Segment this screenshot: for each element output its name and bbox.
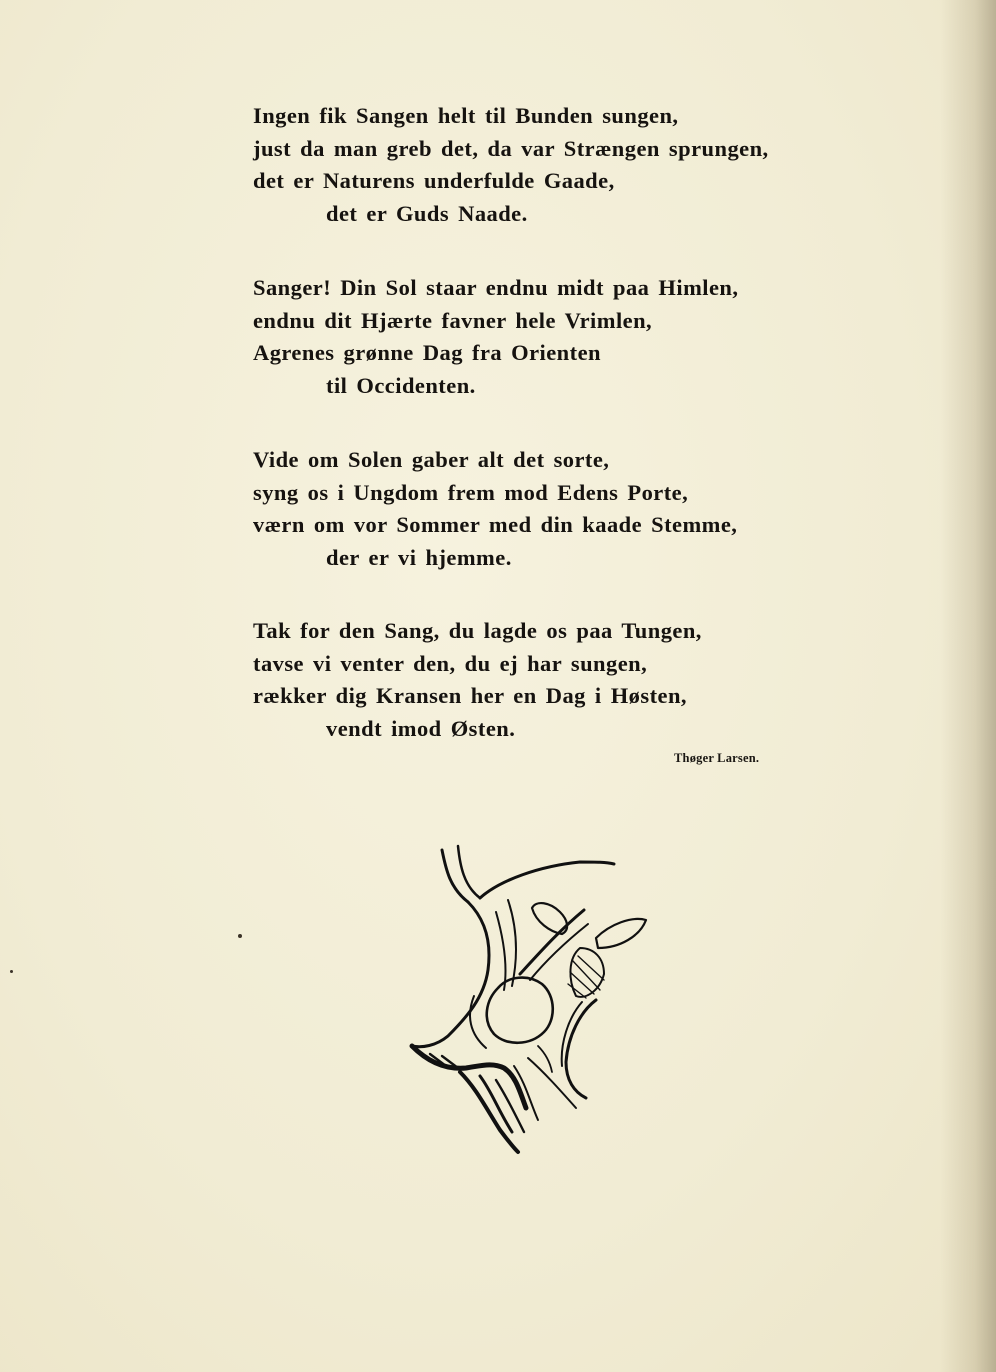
stanza-4 bbox=[253, 615, 702, 745]
poem-line: tavse vi venter den, du ej har sungen, bbox=[253, 650, 648, 676]
poem-line: Ingen fik Sangen helt til Bunden sungen, bbox=[253, 103, 679, 128]
poem-line: Agrenes grønne Dag fra Orienten bbox=[253, 340, 601, 365]
paper-speck bbox=[238, 934, 242, 938]
poem-line: rækker dig Kransen her en Dag i Høsten, bbox=[253, 683, 687, 708]
poem-line: Sanger! Din Sol staar endnu midt paa Himlen, bbox=[253, 275, 739, 300]
poem-line: værn om vor Sommer med din kaade Stemme, bbox=[253, 512, 738, 537]
poem-line-refrain: det er Guds Naade. bbox=[326, 200, 528, 226]
poem-line-refrain: der er vi hjemme. bbox=[326, 544, 512, 570]
author-signature: Thøger Larsen. bbox=[674, 751, 760, 765]
stanza-3 bbox=[253, 444, 737, 574]
poem-line: Tak for den Sang, du lagde os paa Tungen, bbox=[253, 618, 702, 643]
poem-line: endnu dit Hjærte favner hele Vrimlen, bbox=[253, 307, 653, 333]
poem-line: just da man greb det, da var Strængen sprungen, bbox=[253, 135, 769, 161]
poem-line: Vide om Solen gaber alt det sorte, bbox=[253, 447, 610, 472]
poem-line-refrain: vendt imod Østen. bbox=[326, 715, 516, 741]
poem-line: det er Naturens underfulde Gaade, bbox=[253, 168, 615, 193]
tree-branch-sketch-icon bbox=[400, 840, 660, 1160]
paper-speck bbox=[10, 970, 13, 973]
stanza-1 bbox=[253, 100, 769, 230]
poem-line: syng os i Ungdom frem mod Edens Porte, bbox=[253, 479, 689, 505]
poem-line-refrain: til Occidenten. bbox=[326, 372, 476, 398]
stanza-2 bbox=[253, 272, 738, 402]
